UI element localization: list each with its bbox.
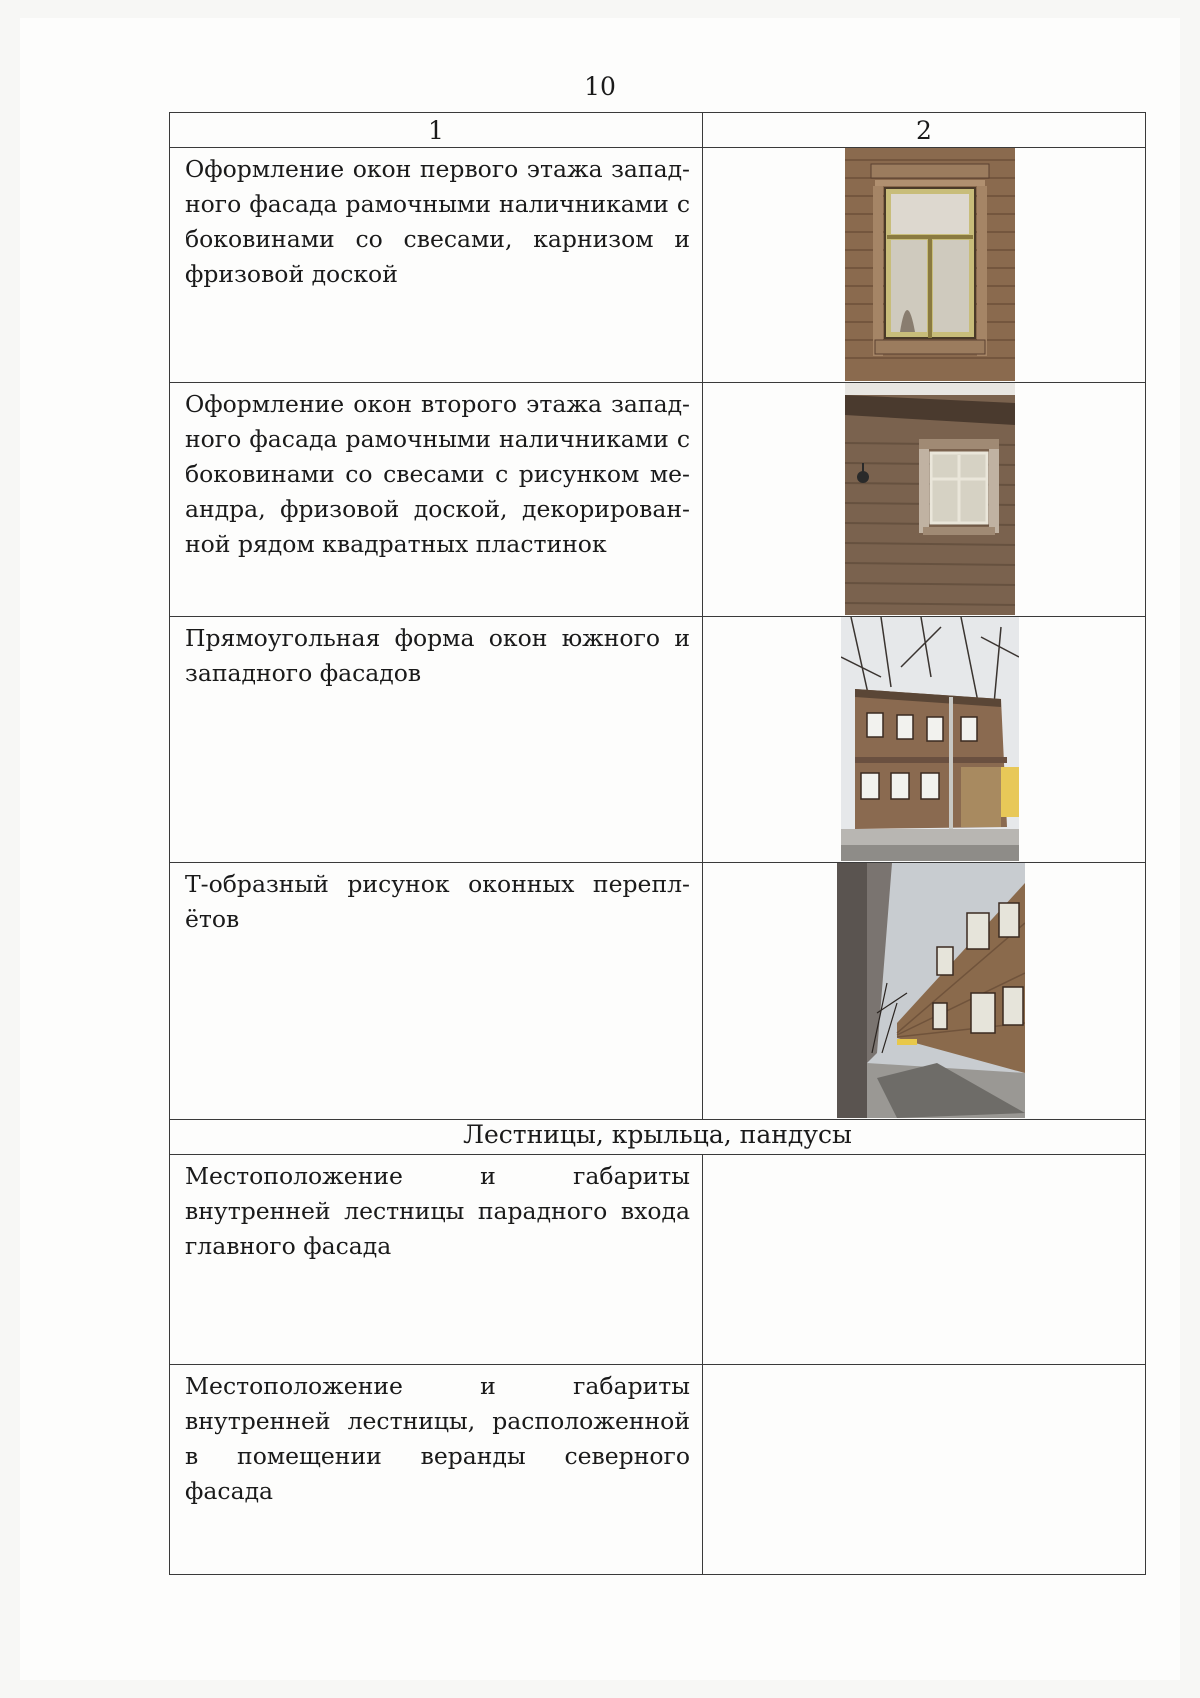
- row-description-text: Прямоугольная форма окон южного и западного фасадов: [185, 624, 690, 687]
- row-description-text: Оформление окон первого этажа западного фасада рамочными наличниками с боковинами со свесами, карнизом и фризовой доской: [185, 155, 690, 288]
- row-photo-cell: [703, 1155, 1146, 1365]
- row-photo-cell: [703, 383, 1146, 617]
- page-number: 10: [584, 72, 616, 101]
- section-row: [170, 1120, 1146, 1155]
- window-frames-photo: [837, 863, 1025, 1118]
- row-description: [170, 1365, 703, 1575]
- column-header-2: 2: [703, 113, 1146, 148]
- row-photo-cell: [703, 617, 1146, 863]
- row-description: [170, 617, 703, 863]
- window-first-floor-photo: [845, 148, 1015, 381]
- table-header-row: [170, 113, 1146, 148]
- features-table: [169, 112, 1146, 1575]
- row-description-text: Оформление окон второго этажа западного фасада рамочными наличниками с боковинами со свесами с рисунком меандра, фризовой доской, декорированной рядом квадратных пластинок: [185, 390, 690, 558]
- table-row: [170, 863, 1146, 1120]
- row-description-text: Т-образный рисунок оконных переплётов: [185, 870, 690, 933]
- column-header-1: 1: [170, 113, 703, 148]
- row-description-text: Местоположение и габариты внутренней лестницы, расположенной в помещении веранды северного фасада: [185, 1372, 690, 1505]
- window-second-floor-photo: [845, 383, 1015, 615]
- table-row: [170, 617, 1146, 863]
- section-title: Лестницы, крыльца, пандусы: [170, 1120, 1146, 1155]
- south-west-facade-photo: [841, 617, 1019, 861]
- row-description: [170, 148, 703, 383]
- row-description: [170, 863, 703, 1120]
- table-row: [170, 1155, 1146, 1365]
- table-row: [170, 1365, 1146, 1575]
- row-photo-cell: [703, 1365, 1146, 1575]
- row-photo-cell: [703, 863, 1146, 1120]
- row-description: [170, 383, 703, 617]
- row-photo-cell: [703, 148, 1146, 383]
- row-description-text: Местоположение и габариты внутренней лестницы парадного входа главного фасада: [185, 1162, 690, 1260]
- table-row: [170, 148, 1146, 383]
- row-description: [170, 1155, 703, 1365]
- table-row: [170, 383, 1146, 617]
